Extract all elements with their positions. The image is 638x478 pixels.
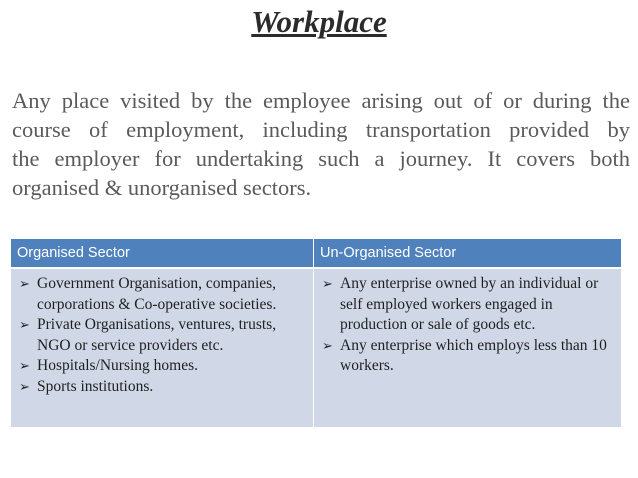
arrow-bullet-icon: ➢: [19, 358, 30, 373]
paragraph-line: organised & unorganised sectors.: [12, 175, 312, 200]
arrow-bullet-icon: ➢: [322, 337, 333, 353]
table-row: [11, 268, 622, 427]
unorganised-sector-header: Un-Organised Sector: [314, 239, 622, 268]
list-item: ➢ Sports institutions.: [19, 377, 309, 398]
paragraph-line: the employer for undertaking such a journey. It covers both: [12, 146, 630, 171]
list-item: ➢ Government Organisation, companies, corporations & Co-operative societies.: [19, 275, 277, 313]
slide-title: Workplace: [251, 4, 387, 39]
list-item: ➢ Hospitals/Nursing homes.: [19, 356, 309, 377]
organised-sector-list: [19, 274, 309, 397]
organised-sector-cell: [11, 268, 314, 427]
arrow-bullet-icon: ➢: [19, 378, 30, 394]
arrow-bullet-icon: ➢: [19, 317, 30, 332]
unorganised-sector-list: [322, 274, 617, 377]
list-item: ➢ Private Organisations, ventures, trusts, NGO or service providers etc.: [19, 316, 277, 354]
arrow-bullet-icon: ➢: [19, 276, 30, 291]
paragraph-line: Any place visited by the employee arising out of or during the: [12, 88, 630, 113]
list-item: ➢ Any enterprise owned by an individual or self employed workers engaged in production or sale of goods etc.: [322, 275, 599, 333]
arrow-bullet-icon: ➢: [322, 276, 333, 291]
table-header-row: [11, 239, 622, 268]
list-item: ➢ Any enterprise which employs less than 10 workers.: [322, 336, 607, 374]
description-paragraph: [12, 86, 630, 202]
sectors-table: [11, 239, 622, 427]
unorganised-sector-cell: [314, 268, 622, 427]
paragraph-line: course of employment, including transportation provided by: [12, 117, 630, 142]
organised-sector-header: Organised Sector: [11, 239, 314, 268]
